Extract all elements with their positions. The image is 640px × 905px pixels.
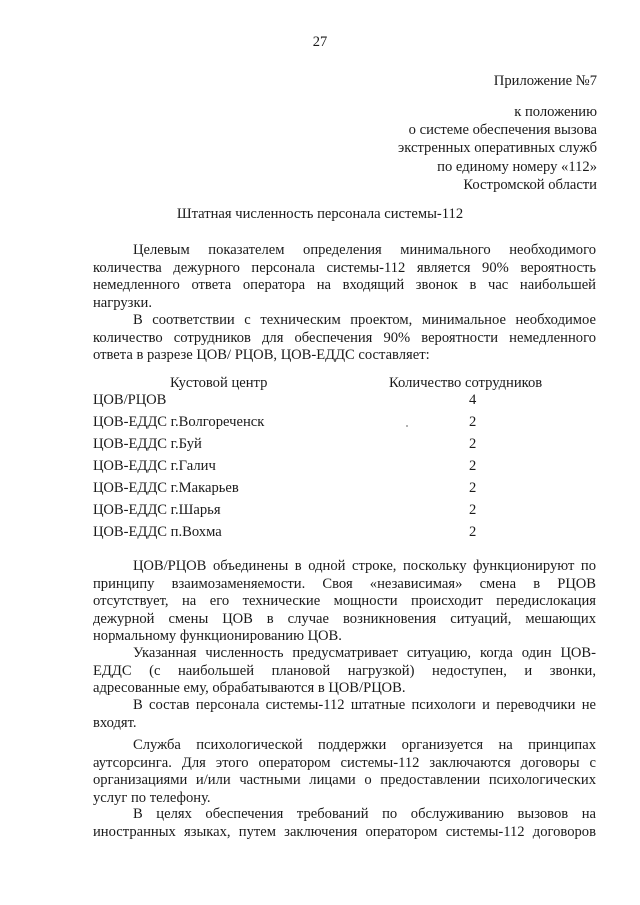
intro-paragraph <box>93 312 596 365</box>
text-line: В целях обеспечения требований по обслуживанию вызовов на <box>133 806 596 822</box>
page-number: 27 <box>312 34 328 50</box>
appendix-ref-line: экстренных оперативных служб <box>398 140 597 157</box>
table-row <box>93 524 493 546</box>
body-paragraph <box>93 806 596 841</box>
text-line: адресованные ему, обрабатываются в ЦОВ/РЦОВ. <box>93 680 406 696</box>
table-row <box>93 414 493 436</box>
appendix-title: Приложение №7 <box>493 73 597 89</box>
center-name: ЦОВ-ЕДДС г.Буй <box>93 436 202 452</box>
text-line: немедленного ответа оператора на входящий звонок в час наибольшей <box>93 277 596 293</box>
text-line: В состав персонала системы-112 штатные психологи и переводчики не <box>133 697 596 713</box>
staff-count: 2 <box>469 458 477 474</box>
document-title: Штатная численность персонала системы-112 <box>176 206 464 222</box>
text-line: иностранных языках, путем заключения оператором системы-112 договоров <box>93 823 596 840</box>
text-line: ЦОВ/РЦОВ объединены в одной строке, поскольку функционируют по <box>133 558 596 574</box>
text-line: В соответствии с техническим проектом, минимальное необходимое <box>133 312 596 328</box>
appendix-ref-line: к положению <box>514 104 597 120</box>
scan-speck <box>406 425 408 427</box>
body-paragraph <box>93 645 596 698</box>
text-line: Указанная численность предусматривает ситуацию, когда один ЦОВ- <box>133 645 596 661</box>
appendix-ref-line: о системе обеспечения вызова <box>408 122 597 139</box>
staff-count: 2 <box>469 436 477 452</box>
appendix-ref-line: Костромской области <box>463 176 597 193</box>
body-paragraph <box>93 737 596 807</box>
text-line: количества дежурного персонала системы-112 является 90% вероятность <box>93 259 596 276</box>
table-header-center: Кустовой центр <box>170 375 268 391</box>
intro-paragraph <box>93 242 596 312</box>
text-line: отсутствует, на его технические мощности происходит передислокация <box>93 593 596 609</box>
staff-count: 2 <box>469 414 477 430</box>
text-line: аутсорсинга. Для этого оператором системы-112 заключаются договоры с <box>93 754 596 771</box>
center-name: ЦОВ-ЕДДС г.Галич <box>93 458 216 474</box>
table-row <box>93 436 493 458</box>
table-row <box>93 458 493 480</box>
appendix-ref-line: по единому номеру «112» <box>437 158 597 175</box>
center-name: ЦОВ-ЕДДС г.Шарья <box>93 502 221 518</box>
table-row <box>93 392 493 414</box>
body-paragraph <box>93 558 596 646</box>
staff-count: 2 <box>469 480 477 496</box>
text-line: нагрузки. <box>93 294 152 311</box>
text-line: входят. <box>93 714 137 731</box>
center-name: ЦОВ-ЕДДС г.Макарьев <box>93 480 239 496</box>
text-line: ЕДДС (с наибольшей плановой нагрузкой) недоступен, и звонки, <box>93 662 596 679</box>
text-line: принципу взаимозаменяемости. Своя «независимая» смена в РЦОВ <box>93 575 596 592</box>
text-line: нормальному функционированию ЦОВ. <box>93 628 342 644</box>
body-paragraph <box>93 697 596 732</box>
staff-count: 4 <box>469 392 477 408</box>
text-line: количество сотрудников для обеспечения 90% вероятности немедленного <box>93 329 596 346</box>
text-line: ответа в разрезе ЦОВ/ РЦОВ, ЦОВ-ЕДДС составляет: <box>93 347 430 363</box>
text-line: Служба психологической поддержки организуется на принципах <box>133 737 596 753</box>
center-name: ЦОВ/РЦОВ <box>93 392 167 408</box>
text-line: услуг по телефону. <box>93 789 211 806</box>
text-line: дежурной смены ЦОВ в случае возникновения ситуаций, мешающих <box>93 610 596 627</box>
table-header-count: Количество сотрудников <box>389 375 543 391</box>
staff-count: 2 <box>469 502 477 518</box>
center-name: ЦОВ-ЕДДС г.Волгореченск <box>93 414 265 430</box>
text-line: Целевым показателем определения минимального необходимого <box>133 242 596 258</box>
table-row <box>93 480 493 502</box>
staff-count: 2 <box>469 524 477 540</box>
table-row <box>93 502 493 524</box>
appendix-reference <box>398 103 597 194</box>
text-line: организациями и/или частными лицами о предоставлении психологических <box>93 772 596 788</box>
center-name: ЦОВ-ЕДДС п.Вохма <box>93 524 222 540</box>
